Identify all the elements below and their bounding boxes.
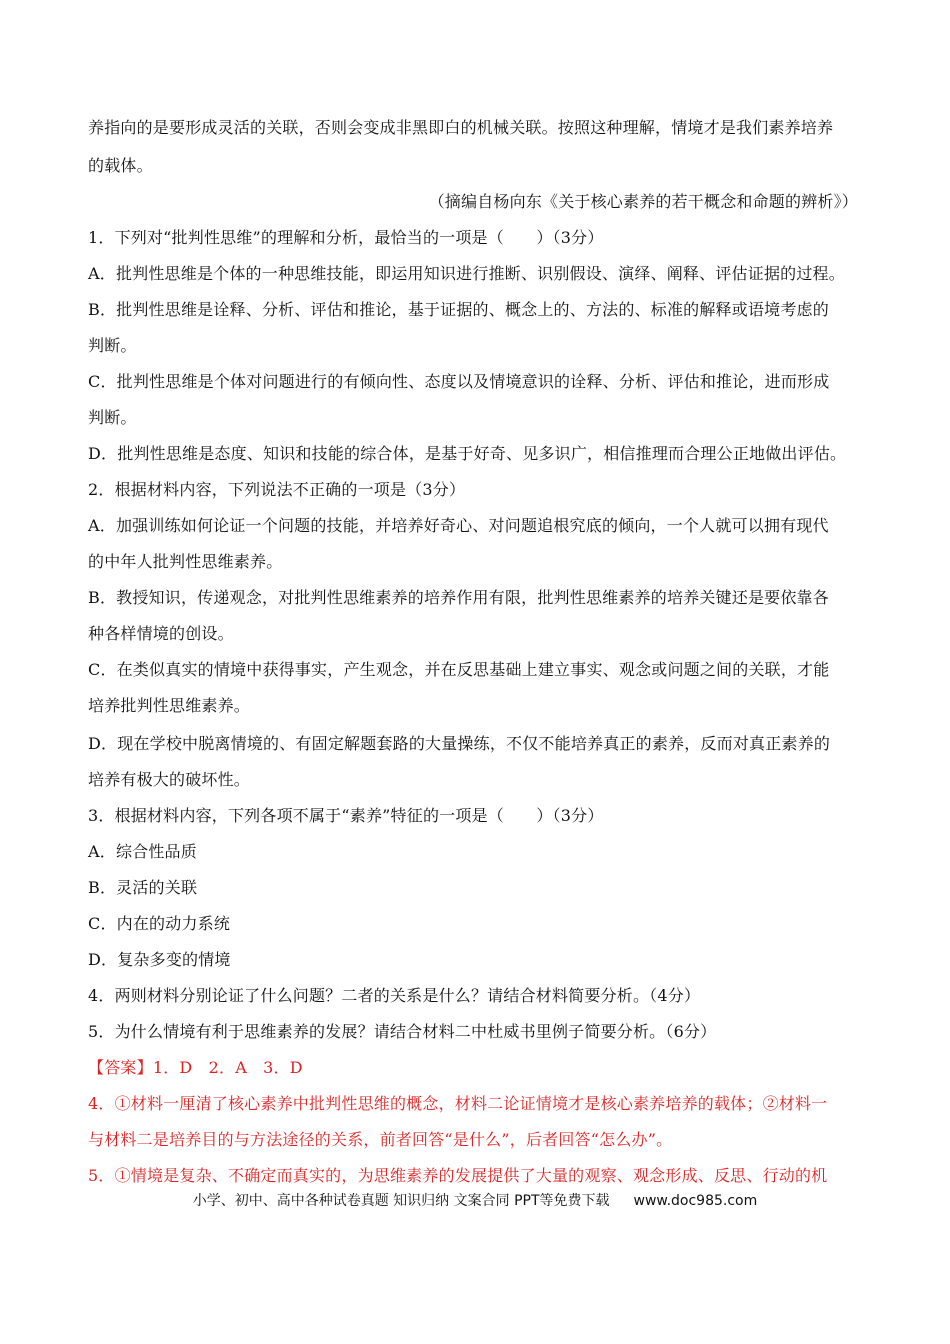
question-3-option-c: C．内在的动力系统 [88, 914, 231, 933]
question-1-option-c-cont: 判断。 [88, 408, 137, 427]
question-2-stem: 2．根据材料内容，下列说法不正确的一项是（3分） [88, 480, 466, 499]
question-5-stem: 5．为什么情境有利于思维素养的发展？请结合材料二中杜威书里例子简要分析。（6分） [88, 1022, 717, 1041]
question-1-option-d: D．批判性思维是态度、知识和技能的综合体，是基于好奇、见多识广，相信推理而合理公正地做出评估。 [88, 444, 847, 463]
question-1-option-c: C．批判性思维是个体对问题进行的有倾向性、态度以及情境意识的诠释、分析、评估和推论，进而形成 [88, 372, 830, 391]
answer-4-line: 4．①材料一厘清了核心素养中批判性思维的概念，材料二论证情境才是核心素养培养的载体；②材料一 [88, 1094, 828, 1113]
page-footer [0, 1192, 950, 1210]
question-2-option-c: C．在类似真实的情境中获得事实，产生观念，并在反思基础上建立事实、观念或问题之间的关联，才能 [88, 660, 830, 679]
question-2-option-a: A．加强训练如何论证一个问题的技能，并培养好奇心、对问题追根究底的倾向，一个人就可以拥有现代 [88, 516, 829, 535]
question-3-option-a: A．综合性品质 [88, 842, 197, 861]
question-2-option-b: B．教授知识，传递观念，对批判性思维素养的培养作用有限，批判性思维素养的培养关键还是要依靠各 [88, 588, 829, 607]
footer-text: 小学、初中、高中各种试卷真题 知识归纳 文案合同 PPT等免费下载 [192, 1193, 610, 1209]
question-1-option-a: A．批判性思维是个体的一种思维技能，即运用知识进行推断、识别假设、演绎、阐释、评估证据的过程。 [88, 264, 845, 283]
answer-choices-line [88, 1058, 868, 1078]
question-1-option-b: B．批判性思维是诠释、分析、评估和推论，基于证据的、概念上的、方法的、标准的解释或语境考虑的 [88, 300, 829, 319]
answer-5-line: 5．①情境是复杂、不确定而真实的，为思维素养的发展提供了大量的观察、观念形成、反思、行动的机 [88, 1166, 828, 1185]
answer-4-line-cont: 与材料二是培养目的与方法途径的关系，前者回答“是什么”，后者回答“怎么办”。 [88, 1130, 673, 1149]
question-2-option-d: D．现在学校中脱离情境的、有固定解题套路的大量操练，不仅不能培养真正的素养，反而对真正素养的 [88, 734, 831, 753]
question-2-option-a-cont: 的中年人批判性思维素养。 [88, 552, 283, 571]
question-3-option-b: B．灵活的关联 [88, 878, 198, 897]
answer-label: 【答案】 [88, 1058, 153, 1077]
passage-source: （摘编自杨向东《关于核心素养的若干概念和命题的辨析》） [428, 192, 858, 211]
passage-line: 养指向的是要形成灵活的关联，否则会变成非黑即白的机械关联。按照这种理解，情境才是我们素养培养 [88, 118, 834, 137]
footer-url[interactable]: www.doc985.com [633, 1193, 758, 1209]
passage-line: 的载体。 [88, 156, 153, 175]
question-1-stem: 1．下列对“批判性思维”的理解和分析，最恰当的一项是（ ）（3分） [88, 228, 604, 247]
question-3-option-d: D．复杂多变的情境 [88, 950, 231, 969]
question-1-option-b-cont: 判断。 [88, 336, 137, 355]
question-4-stem: 4．两则材料分别论证了什么问题？二者的关系是什么？请结合材料简要分析。（4分） [88, 986, 701, 1005]
question-3-stem: 3．根据材料内容，下列各项不属于“素养”特征的一项是（ ）（3分） [88, 806, 604, 825]
question-2-option-c-cont: 培养批判性思维素养。 [88, 696, 251, 715]
question-2-option-d-cont: 培养有极大的破坏性。 [88, 770, 251, 789]
question-2-option-b-cont: 种各样情境的创设。 [88, 624, 234, 643]
answer-choices: 1．D 2．A 3．D [152, 1058, 303, 1077]
